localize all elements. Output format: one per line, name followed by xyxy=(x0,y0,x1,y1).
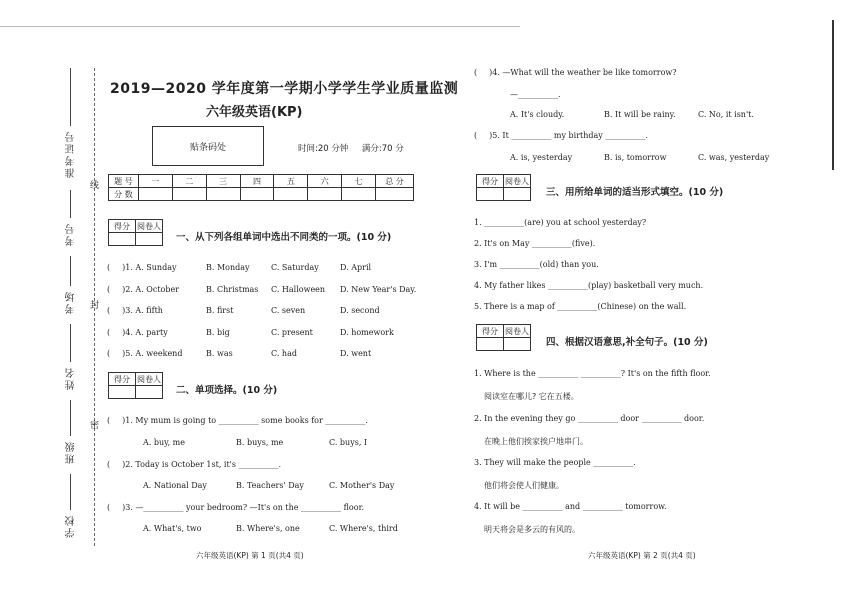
s4-item-1-cn: 阅读室在哪儿? 它在五楼。 xyxy=(484,392,579,401)
s2-q5-b: B. is, tomorrow xyxy=(604,153,667,162)
field-zhunkaozheng: 准考证号 xyxy=(66,130,77,178)
top-rule xyxy=(0,26,520,27)
field-line xyxy=(70,68,71,126)
score-header-cell: 四 xyxy=(240,175,274,188)
barcode-label: 贴条码处 xyxy=(189,142,226,153)
s2-q1-c: C. buys, I xyxy=(329,438,368,447)
s1-item-2-d: D. New Year's Day. xyxy=(340,285,417,294)
section-2-heading: 二、单项选择。(10 分) xyxy=(176,385,278,396)
seal-char-feng: 封 xyxy=(90,301,100,311)
score-box-s4 xyxy=(476,324,531,351)
score-box-s1 xyxy=(108,219,163,246)
s2-q5: ( )5. It __________ my birthday __________. xyxy=(474,131,648,140)
score-cell xyxy=(308,188,342,201)
score-header-cell: 一 xyxy=(138,175,172,188)
seal-char-mi: 密 xyxy=(90,421,100,431)
s1-item-1: ( )1. A. Sunday xyxy=(107,263,177,272)
s3-item-4: 4. My father likes __________(play) basketball very much. xyxy=(474,281,704,290)
section-1-heading: 一、从下列各组单词中选出不同类的一项。(10 分) xyxy=(176,232,392,243)
s1-item-5-d: D. went xyxy=(340,349,372,358)
score-box-s3 xyxy=(476,174,531,201)
s4-item-3-cn: 他们将会使人们健康。 xyxy=(484,481,564,490)
field-kaochang: 考场 xyxy=(66,290,77,314)
score-box-label: 得分 xyxy=(477,175,504,188)
s3-item-1: 1. __________(are) you at school yesterday? xyxy=(474,218,647,227)
score-box-label: 得分 xyxy=(109,373,136,386)
score-box-cell xyxy=(136,386,163,399)
s1-item-3-b: B. first xyxy=(206,306,234,315)
s1-item-4-d: D. homework xyxy=(340,328,394,337)
s2-q2: ( )2. Today is October 1st, it's __________. xyxy=(107,460,282,469)
s2-q2-a: A. National Day xyxy=(143,481,207,490)
s1-item-2-b: B. Christmas xyxy=(206,285,259,294)
score-table xyxy=(108,174,414,201)
s2-q2-c: C. Mother's Day xyxy=(329,481,395,490)
s2-q2-b: B. Teachers' Day xyxy=(236,481,304,490)
score-cell xyxy=(274,188,308,201)
s1-item-5-c: C. had xyxy=(271,349,297,358)
section-4-heading: 四、根据汉语意思,补全句子。(10 分) xyxy=(546,337,708,348)
s4-item-4-en: 4. It will be __________ and __________ tomorrow. xyxy=(474,502,667,511)
score-box-label: 阅卷人 xyxy=(505,326,529,336)
page-title: 2019—2020 学年度第一学期小学学生学业质量监测 xyxy=(110,81,459,97)
score-box-cell xyxy=(109,233,136,246)
s1-item-4: ( )4. A. party xyxy=(107,328,168,337)
s1-item-4-c: C. present xyxy=(271,328,313,337)
s2-q4-a: A. It's cloudy. xyxy=(510,110,565,119)
s2-q5-c: C. was, yesterday xyxy=(698,153,770,162)
score-box-label: 阅卷人 xyxy=(137,374,161,384)
score-header-cell: 七 xyxy=(342,175,376,188)
s2-q3-a: A. What's, two xyxy=(143,524,202,533)
s2-q4-c: C. No, it isn't. xyxy=(698,110,754,119)
field-line xyxy=(70,474,71,510)
s2-q1-b: B. buys, me xyxy=(236,438,284,447)
s1-item-2: ( )2. A. October xyxy=(107,285,180,294)
field-line xyxy=(70,256,71,286)
score-header-cell: 五 xyxy=(274,175,308,188)
s1-item-3-c: C. seven xyxy=(271,306,306,315)
score-box-cell xyxy=(504,188,531,201)
footer-page-1: 六年级英语(KP) 第 1 页(共4 页) xyxy=(196,551,304,560)
s1-item-4-b: B. big xyxy=(206,328,230,337)
score-cell xyxy=(376,188,414,201)
score-box-s2 xyxy=(108,372,163,399)
s2-q3: ( )3. —__________ your bedroom? —It's on the __________ floor. xyxy=(107,503,365,512)
score-header-cell: 三 xyxy=(206,175,240,188)
s1-item-5: ( )5. A. weekend xyxy=(107,349,183,358)
s3-item-3: 3. I'm __________(old) than you. xyxy=(474,260,599,269)
score-header-cell: 题 号 xyxy=(109,175,139,188)
page-subtitle: 六年级英语(KP) xyxy=(206,105,303,120)
s4-item-2-cn: 在晚上他们挨家挨户地串门。 xyxy=(484,437,588,446)
s2-q4-blank: —__________. xyxy=(510,90,561,99)
score-box-cell xyxy=(136,233,163,246)
right-edge-bar xyxy=(832,20,834,170)
score-box-cell xyxy=(109,386,136,399)
field-banji: 班级 xyxy=(66,440,77,464)
score-cell xyxy=(172,188,206,201)
s4-item-3-en: 3. They will make the people __________. xyxy=(474,458,636,467)
score-cell xyxy=(206,188,240,201)
score-row-label: 分 数 xyxy=(109,188,139,201)
score-box-label: 阅卷人 xyxy=(505,176,529,186)
score-box-cell xyxy=(477,338,504,351)
field-line xyxy=(70,324,71,362)
field-xingming: 姓名 xyxy=(66,366,77,390)
s2-q5-a: A. is, yesterday xyxy=(510,153,573,162)
s2-q1-a: A. buy, me xyxy=(143,438,185,447)
s4-item-4-cn: 明天将会是多云的有风的。 xyxy=(484,525,580,534)
seal-char-xian: 线 xyxy=(90,181,100,191)
s3-item-2: 2. It's on May __________(five). xyxy=(474,239,596,248)
field-xuexiao: 学校 xyxy=(66,514,77,538)
footer-page-2: 六年级英语(KP) 第 2 页(共4 页) xyxy=(588,551,696,560)
field-kaohao: 考号 xyxy=(66,222,77,246)
time-info: 时间:20 分钟 满分:70 分 xyxy=(298,144,404,154)
s4-item-1-en: 1. Where is the __________ __________? It's on the fifth floor. xyxy=(474,369,711,378)
score-header-cell: 六 xyxy=(308,175,342,188)
field-line xyxy=(70,190,71,218)
s1-item-5-b: B. was xyxy=(206,349,233,358)
score-box-label: 得分 xyxy=(109,220,136,233)
score-cell xyxy=(240,188,274,201)
s2-q4: ( )4. —What will the weather be like tomorrow? xyxy=(474,68,677,77)
score-box-label: 得分 xyxy=(477,325,504,338)
s4-item-2-en: 2. In the evening they go __________ door __________ door. xyxy=(474,414,705,423)
section-3-heading: 三、用所给单词的适当形式填空。(10 分) xyxy=(546,187,724,198)
s2-q4-b: B. It will be rainy. xyxy=(604,110,676,119)
score-header-cell: 总 分 xyxy=(376,175,414,188)
barcode-area xyxy=(152,126,264,166)
s3-item-5: 5. There is a map of __________(Chinese) on the wall. xyxy=(474,302,687,311)
score-box-cell xyxy=(504,338,531,351)
s2-q1: ( )1. My mum is going to __________ some books for __________. xyxy=(107,416,368,425)
field-line xyxy=(70,400,71,436)
score-cell xyxy=(342,188,376,201)
s1-item-1-d: D. April xyxy=(340,263,372,272)
s2-q3-c: C. Where's, third xyxy=(329,524,398,533)
score-header-cell: 二 xyxy=(172,175,206,188)
s1-item-3: ( )3. A. fifth xyxy=(107,306,163,315)
s1-item-2-c: C. Halloween xyxy=(271,285,326,294)
s1-item-3-d: D. second xyxy=(340,306,380,315)
score-box-cell xyxy=(477,188,504,201)
score-cell xyxy=(138,188,172,201)
s2-q3-b: B. Where's, one xyxy=(236,524,300,533)
s1-item-1-b: B. Monday xyxy=(206,263,250,272)
s1-item-1-c: C. Saturday xyxy=(271,263,319,272)
score-box-label: 阅卷人 xyxy=(137,221,161,231)
